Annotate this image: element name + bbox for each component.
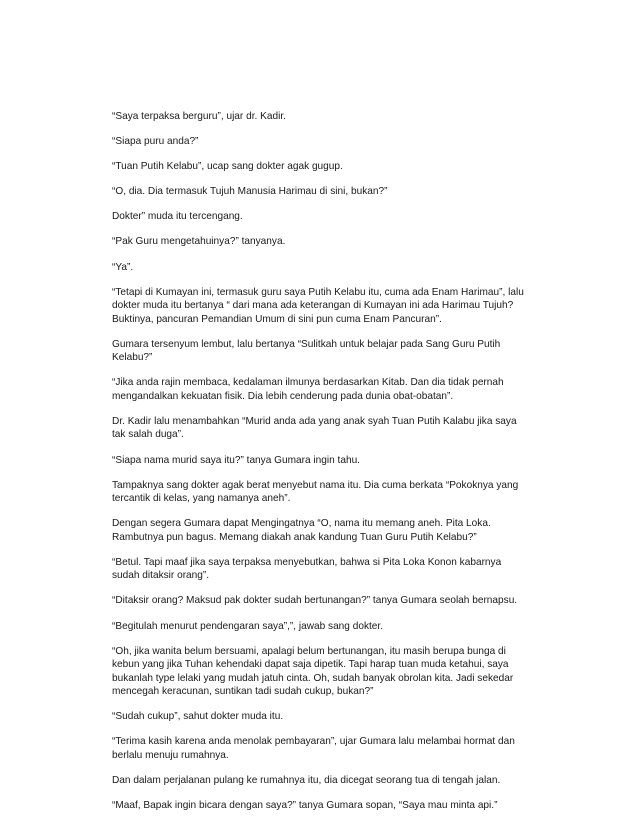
paragraph: “Terima kasih karena anda menolak pembayaran”, ujar Gumara lalu melambai hormat dan berlalu menuju rumahnya.: [112, 736, 515, 761]
paragraph: “Siapa puru anda?”: [112, 136, 199, 148]
paragraph: Gumara tersenyum lembut, lalu bertanya “Sulitkah untuk belajar pada Sang Guru Putih Kelabu?”: [112, 338, 501, 364]
paragraph: “Ya”.: [112, 261, 134, 273]
paragraph: “Oh, jika wanita belum bersuami, apalagi belum bertunangan, itu masih berupa bunga di kebun yang jika Tuhan kehendaki dapat saja dipetik. Tapi harap tuan muda ketahui, saya bukanlah type lelaki yang mudah jatuh cinta. Oh, sudah banyak obrolan kita. Jadi sekedar mencegah keracunan, suntikan tadi sudah cukup, bukan?”: [112, 645, 514, 698]
paragraph: Dan dalam perjalanan pulang ke rumahnya itu, dia dicegat seorang tua di tengah jalan.: [112, 774, 501, 786]
paragraph: “Sudah cukup”, sahut dokter muda itu.: [112, 711, 284, 723]
paragraph: “O, dia. Dia termasuk Tujuh Manusia Harimau di sini, bukan?”: [112, 186, 388, 198]
paragraph: “Siapa nama murid saya itu?” tanya Gumara ingin tahu.: [112, 454, 360, 466]
paragraph: “Tetapi di Kumayan ini, termasuk guru saya Putih Kelabu itu, cuma ada Enam Harimau”, lalu dokter muda itu bertanya “ dari mana ada keterangan di Kumayan ini ada Harimau Tujuh? Buktinya, pancuran Pemandian Umum di sini pun cuma Enam Pancuran”.: [112, 286, 524, 325]
paragraph: “Jika anda rajin membaca, kedalaman ilmunya berdasarkan Kitab. Dan dia tidak pernah mengandalkan kekuatan fisik. Dia lebih cenderung pada dunia obat-obatan”.: [112, 377, 504, 402]
paragraph: Dr. Kadir lalu menambahkan “Murid anda ada yang anak syah Tuan Putih Kalabu jika saya tak salah duga”.: [112, 415, 517, 441]
paragraph: Dokter” muda itu tercengang.: [112, 211, 243, 223]
paragraph: “Begitulah menurut pendengaran saya”,”, jawab sang dokter.: [112, 620, 384, 632]
paragraph: Dengan segera Gumara dapat Mengingatnya “O, nama itu memang aneh. Pita Loka. Rambutnya pun bagus. Memang diakah anak kandung Tuan Guru Putih Kelabu?”: [112, 518, 491, 543]
paragraph: Tampaknya sang dokter agak berat menyebut nama itu. Dia cuma berkata “Pokoknya yang tercantik di kelas, yang namanya aneh”.: [112, 479, 519, 505]
paragraph: “Betul. Tapi maaf jika saya terpaksa menyebutkan, bahwa si Pita Loka Konon kabarnya sudah ditaksir orang”.: [112, 556, 502, 582]
paragraph: “Pak Guru mengetahuinya?” tanyanya.: [112, 236, 286, 248]
paragraph: “Tuan Putih Kelabu”, ucap sang dokter agak gugup.: [112, 161, 343, 173]
document-page: [112, 110, 530, 824]
paragraph: “Maaf, Bapak ingin bicara dengan saya?” tanya Gumara sopan, “Saya mau minta api.”: [112, 799, 498, 811]
paragraph: “Saya terpaksa berguru”, ujar dr. Kadir.: [112, 111, 286, 122]
paragraph: “Ditaksir orang? Maksud pak dokter sudah bertunangan?” tanya Gumara seolah bernapsu.: [112, 595, 518, 607]
